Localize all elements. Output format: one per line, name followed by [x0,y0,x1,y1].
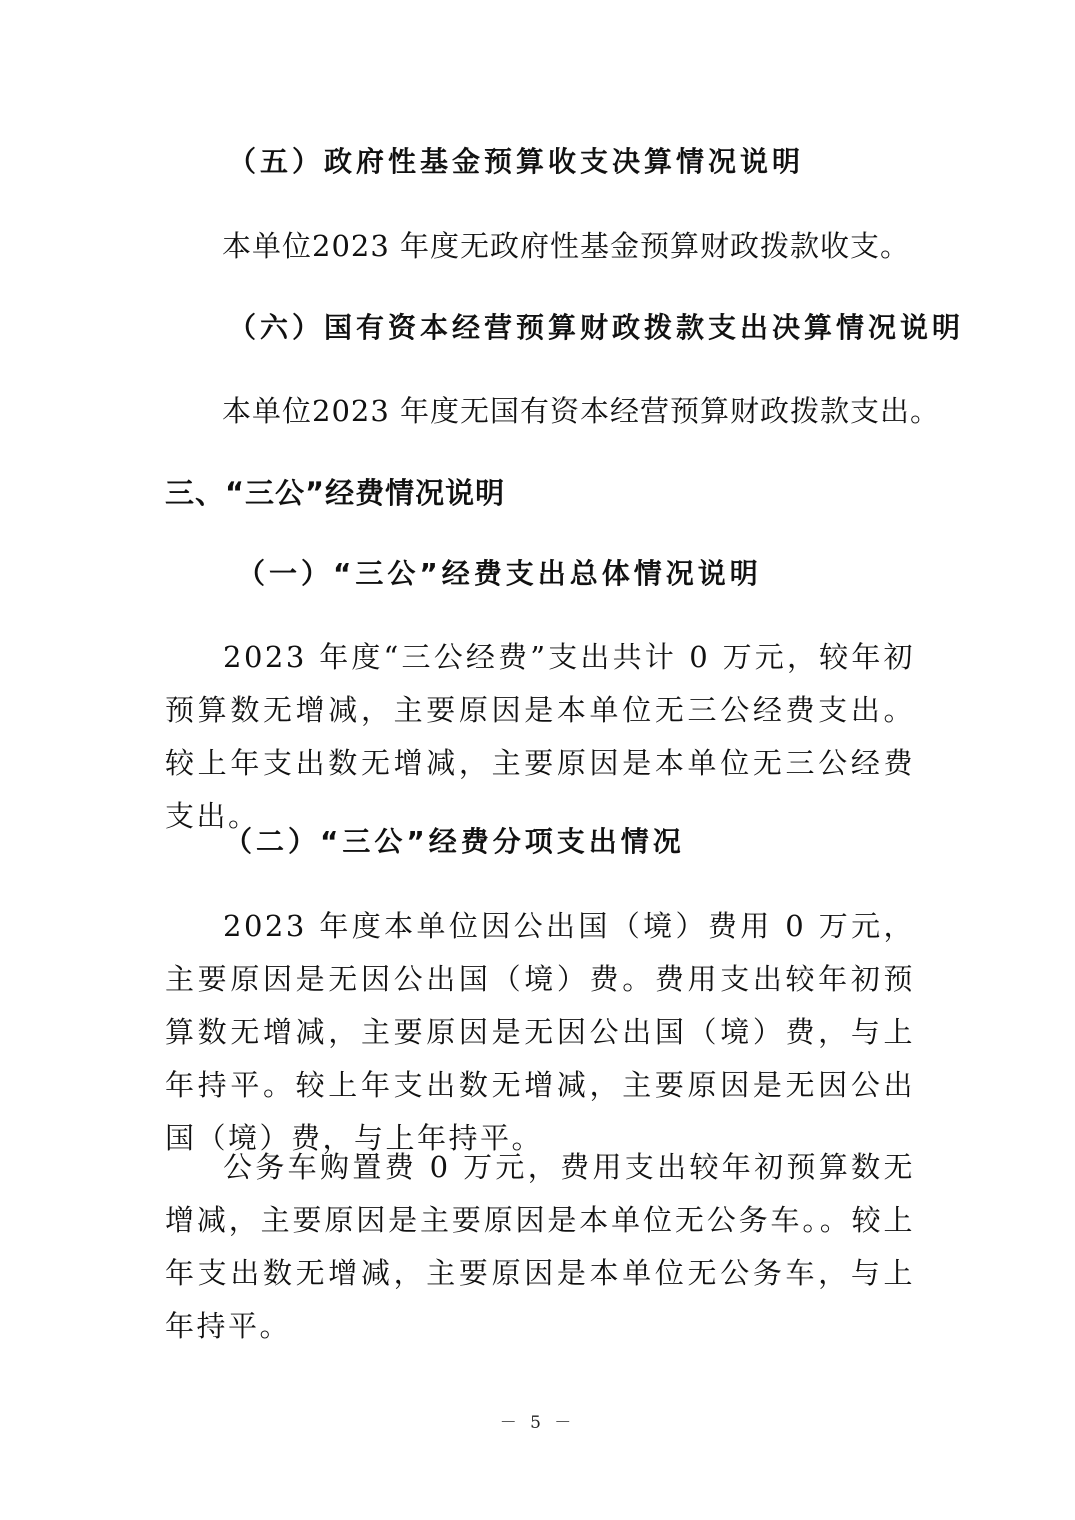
sub-2-title: （二）“三公”经费分项支出情况 [224,825,685,858]
sub-1-title: （一）“三公”经费支出总体情况说明 [237,557,762,590]
sub-1-body: 2023 年度“三公经费”支出共计 0 万元，较年初预算数无增减，主要原因是本单位无三公经费支出。较上年支出数无增减，主要原因是本单位无三公经费支出。 [165,640,915,833]
part-3-heading: 三、“三公”经费情况说明 [165,476,506,510]
section-5-title: （五）政府性基金预算收支决算情况说明 [228,145,805,178]
page-number: － 5 － [499,1413,576,1433]
section-6-title: （六）国有资本经营预算财政拨款支出决算情况说明 [228,311,965,344]
section-6-body: 本单位2023 年度无国有资本经营预算财政拨款支出。 [222,394,941,428]
sub-2-body-2: 公务车购置费 0 万元，费用支出较年初预算数无增减，主要原因是主要原因是本单位无公务车。。较上年支出数无增减，主要原因是本单位无公务车，与上年持平。 [165,1150,915,1343]
section-5-body: 本单位2023 年度无政府性基金预算财政拨款收支。 [222,229,911,263]
sub-2-body-1: 2023 年度本单位因公出国（境）费用 0 万元，主要原因是无因公出国（境）费。费用支出较年初预算数无增减，主要原因是无因公出国（境）费，与上年持平。较上年支出数无增减，主要原因是无因公出国（境）费，与上年持平。 [165,909,915,1155]
